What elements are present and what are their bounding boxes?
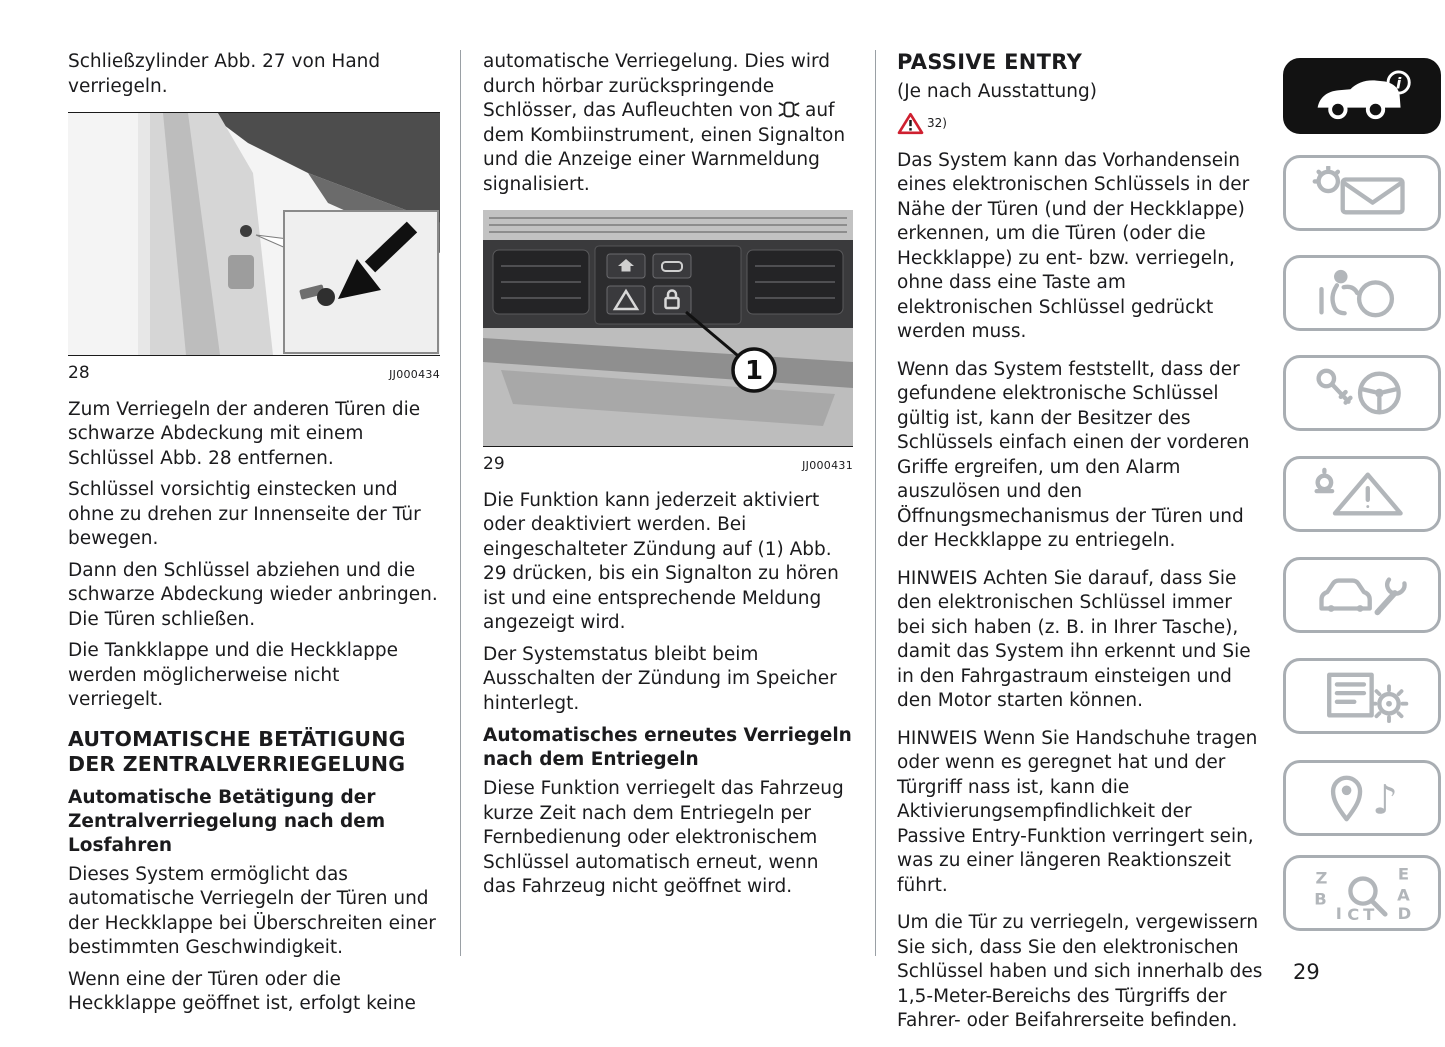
figure-29-caption: [483, 447, 853, 479]
door-lock-illustration: [68, 113, 440, 355]
column-divider: [875, 50, 876, 956]
sidebar-tab-safety[interactable]: [1283, 255, 1441, 331]
paragraph: HINWEIS Achten Sie darauf, dass Sie den elektronischen Schlüssel immer bei sich haben (z. B. in Ihrer Tasche), damit das System ihn erkennt und Sie in den Fahrgastraum einsteigen und den Motor starten können.: [897, 567, 1251, 711]
figure-number: 28: [68, 363, 90, 383]
index-letter: Z: [1315, 868, 1328, 888]
index-letter: A: [1397, 885, 1410, 905]
airbag-person-icon: [1310, 266, 1414, 320]
paragraph: Dieses System ermöglicht das automatische Verriegeln der Türen und der Heckklappe bei Überschreiten einer bestimmten Geschwindigkeit.: [68, 863, 436, 958]
index-letter: C: [1347, 905, 1360, 920]
paragraph: Das System kann das Vorhandensein eines elektronischen Schlüssels in der Nähe der Türen (und der Heckklappe) erkennen, um die Türen (oder die Heckklappe) zu ent- bzw. verriegeln, ohne dass eine Taste am elektronischen Schlüssel gedrückt werden muss.: [897, 149, 1250, 342]
info-glyph: i: [1396, 74, 1402, 93]
paragraph: Die Funktion kann jederzeit aktiviert oder deaktiviert werden. Bei eingeschalteter Zündung auf (1) Abb. 29 drücken, bis ein Signalton zu hören ist und eine entsprechende Meldung angezeigt wird.: [483, 489, 839, 633]
sidebar-tab-starting-driving[interactable]: [1283, 355, 1441, 431]
index-letter: E: [1397, 866, 1410, 884]
pin-note-icon: [1310, 771, 1414, 825]
paragraph: Der Systemstatus bleibt beim Ausschalten der Zündung im Speicher hinterlegt.: [483, 643, 837, 714]
section-heading: PASSIVE ENTRY: [897, 50, 1083, 74]
figure-28-image: [68, 112, 440, 356]
figure-number: 29: [483, 454, 505, 474]
bulb-mail-icon: [1310, 166, 1414, 220]
page-number: 29: [1293, 960, 1320, 984]
alphabetical-index-icon: [1310, 866, 1414, 920]
paragraph-text: automatische Verriegelung. Dies wird durch hörbar zurückspringende Schlösser, das Aufleuchten von: [483, 51, 830, 121]
warning-triangle-lamp-icon: [1310, 467, 1414, 521]
paragraph: Die Tankklappe und die Heckklappe werden möglicherweise nicht verriegelt.: [68, 640, 399, 710]
index-letter: T: [1363, 905, 1375, 920]
door-ajar-warning-icon: [777, 101, 801, 118]
paragraph: [483, 50, 853, 197]
paragraph: Dann den Schlüssel abziehen und die schwarze Abdeckung wieder anbringen. Die Türen schließen.: [68, 559, 438, 630]
footnote-reference: 32): [927, 116, 947, 130]
paragraph: HINWEIS Wenn Sie Handschuhe tragen oder wenn es geregnet hat und der Türgriff nass ist, kann die Aktivierungsempfindlichkeit der Passive Entry-Funktion verringert sein, was zu einer längeren Reaktionszeit führt.: [897, 727, 1258, 896]
figure-28-caption: [68, 356, 440, 388]
sidebar-tab-service-maintenance[interactable]: [1283, 557, 1441, 633]
column-right: [897, 50, 1263, 1047]
document-gear-icon: [1310, 669, 1414, 723]
car-info-icon: [1310, 69, 1414, 123]
figure-29: [483, 210, 853, 479]
car-wrench-icon: [1310, 568, 1414, 622]
column-divider: [460, 50, 461, 956]
callout-number: 1: [744, 356, 764, 386]
sidebar-tab-technical-data[interactable]: [1283, 658, 1441, 734]
column-left: [68, 50, 440, 1024]
section-heading: AUTOMATISCHE BETÄTIGUNG DER ZENTRALVERRIEGELUNG: [68, 726, 406, 776]
sidebar-tab-dashboard-warning-lights[interactable]: [1283, 155, 1441, 231]
index-letter: D: [1397, 904, 1412, 920]
music-note-glyph: ♪: [1372, 775, 1399, 824]
figure-code: JJ000434: [389, 368, 440, 381]
figure-28: [68, 112, 440, 388]
subsection-heading: Automatisches erneutes Verriegeln nach dem Entriegeln: [483, 725, 852, 770]
warning-triangle-icon: [897, 112, 924, 135]
column-middle: [483, 50, 853, 907]
sidebar-tab-emergency[interactable]: [1283, 456, 1441, 532]
paragraph: Diese Funktion verriegelt das Fahrzeug kurze Zeit nach dem Entriegeln per Fernbedienung oder elektronischem Schlüssel automatisch erneut, wenn das Fahrzeug nicht geöffnet wird.: [483, 778, 844, 897]
index-letter: I: [1335, 904, 1342, 920]
paragraph: Zum Verriegeln der anderen Türen die schwarze Abdeckung mit einem Schlüssel Abb. 28 entfernen.: [68, 398, 421, 469]
paragraph-text: auf dem Kombiinstrument, einen Signalton und die Anzeige einer Warnmeldung signalisiert.: [483, 100, 846, 195]
sidebar-tab-multimedia[interactable]: [1283, 760, 1441, 836]
sidebar-tab-index[interactable]: [1283, 855, 1441, 931]
dashboard-buttons-illustration: [483, 210, 853, 446]
subsection-heading: Automatische Betätigung der Zentralverriegelung nach dem Losfahren: [68, 786, 386, 856]
figure-29-image: [483, 210, 853, 447]
index-letter: B: [1314, 889, 1327, 909]
paragraph: Schließzylinder Abb. 27 von Hand verriegeln.: [68, 51, 381, 97]
figure-code: JJ000431: [802, 459, 853, 472]
paragraph: Um die Tür zu verriegeln, vergewissern Sie sich, dass Sie den elektronischen Schlüssel haben und sich innerhalb des 1,5-Meter-Bereichs des Türgriffs der Fahrer- oder Beifahrerseite befinden.: [897, 912, 1263, 1031]
section-subtitle: (Je nach Ausstattung): [897, 80, 1097, 102]
sidebar-tab-vehicle-info[interactable]: [1283, 58, 1441, 134]
paragraph: Wenn das System feststellt, dass der gefundene elektronische Schlüssel gültig ist, kann der Besitzer des Schlüssels einfach einen der vorderen Griffe ergreifen, um den Alarm auszulösen und den Öffnungsmechanismus der Türen und der Heckklappe zu entriegeln.: [897, 358, 1250, 551]
paragraph: Schlüssel vorsichtig einstecken und ohne zu drehen zur Innenseite der Tür bewegen.: [68, 479, 421, 549]
paragraph: Wenn eine der Türen oder die Heckklappe geöffnet ist, erfolgt keine: [68, 968, 416, 1014]
key-steering-wheel-icon: [1310, 366, 1414, 420]
warning-reference: [897, 112, 1263, 137]
chapter-tab-sidebar: [1283, 0, 1445, 1018]
